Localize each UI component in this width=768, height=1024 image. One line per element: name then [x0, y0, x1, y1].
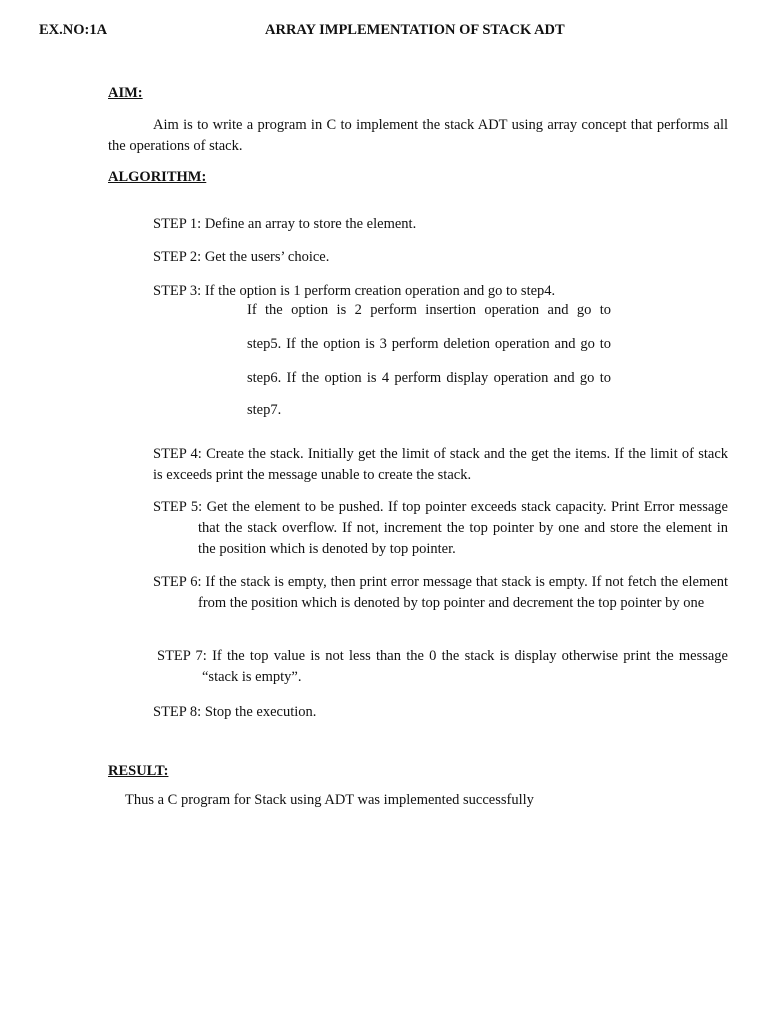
document-title: ARRAY IMPLEMENTATION OF STACK ADT [265, 22, 565, 38]
step-3-line-5: step7. [247, 402, 282, 418]
step-1: STEP 1: Define an array to store the element. [153, 216, 417, 232]
aim-heading: AIM: [108, 85, 143, 101]
step-3-line-3: step5. If the option is 3 perform deletion operation and go to [247, 336, 611, 352]
step-7: STEP 7: If the top value is not less than the 0 the stack is display otherwise print the message “stack is empty”. [157, 648, 728, 685]
aim-text: Aim is to write a program in C to implement the stack ADT using array concept that performs all the operations of stack. [108, 117, 728, 154]
exercise-number: EX.NO:1A [39, 22, 108, 38]
step-6: STEP 6: If the stack is empty, then print error message that stack is empty. If not fetch the element from the position which is denoted by top pointer and decrement the top pointer by one [153, 574, 728, 611]
step-3-line-4: step6. If the option is 4 perform display operation and go to [247, 370, 611, 386]
step-3-line-2: If the option is 2 perform insertion operation and go to [247, 302, 611, 318]
step-8: STEP 8: Stop the execution. [153, 704, 317, 720]
algorithm-heading: ALGORITHM: [108, 169, 207, 185]
step-3-line-1: STEP 3: If the option is 1 perform creation operation and go to step4. [153, 283, 556, 299]
step-2: STEP 2: Get the users’ choice. [153, 249, 330, 265]
result-heading: RESULT: [108, 763, 169, 779]
result-text: Thus a C program for Stack using ADT was implemented successfully [125, 792, 534, 808]
step-4: STEP 4: Create the stack. Initially get the limit of stack and the get the items. If the limit of stack is exceeds print the message unable to create the stack. [153, 446, 728, 483]
step-5: STEP 5: Get the element to be pushed. If top pointer exceeds stack capacity. Print Error message that the stack overflow. If not, increment the top pointer by one and store the element in the position which is denoted by top pointer. [153, 499, 728, 557]
